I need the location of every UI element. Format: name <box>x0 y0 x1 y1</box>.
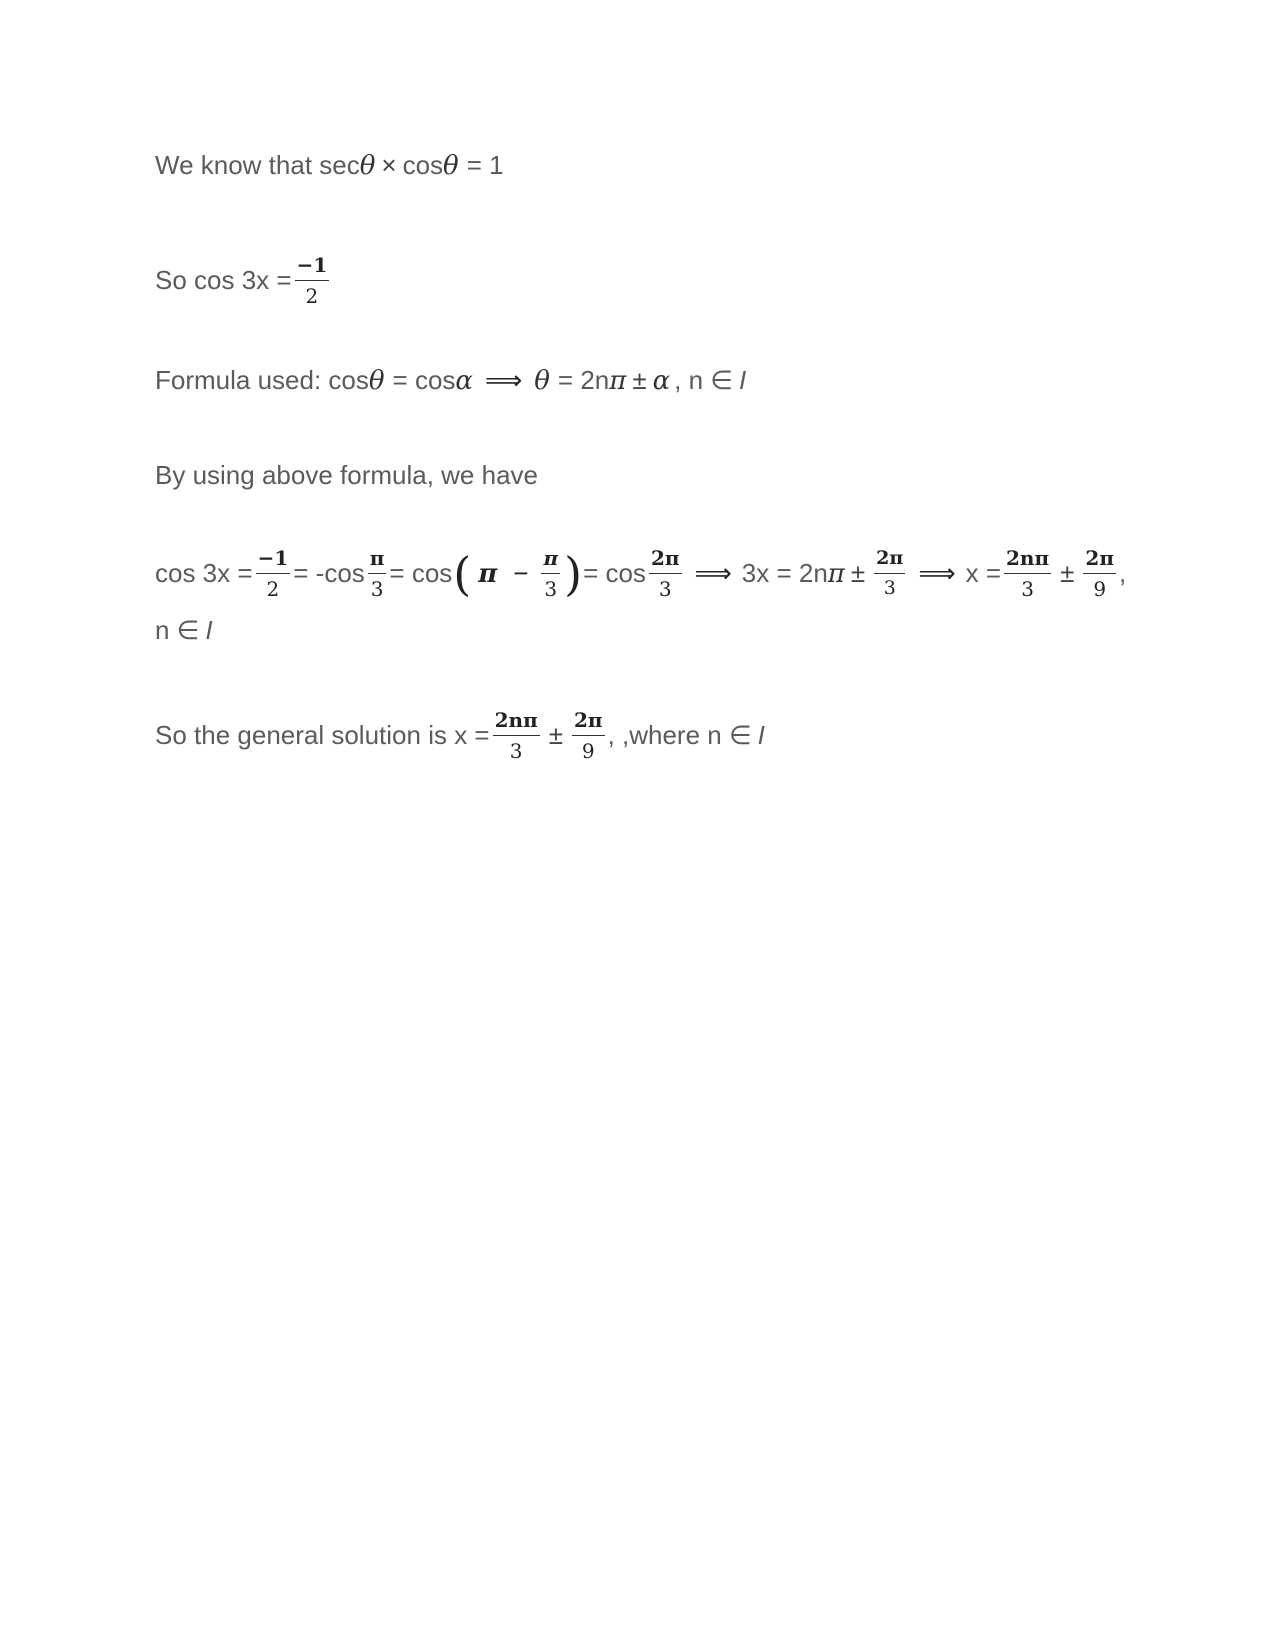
denominator: 3 <box>370 577 384 601</box>
text: 3x = 2n <box>741 558 828 588</box>
numerator: −1 <box>295 255 330 281</box>
denominator: 9 <box>1093 577 1107 601</box>
numerator: 2π <box>649 548 682 574</box>
alpha-symbol: α <box>652 365 671 396</box>
numerator: 2nπ <box>493 710 540 736</box>
text: Formula used: cos <box>155 365 369 395</box>
text: = 2n <box>557 365 610 395</box>
numerator: 2π <box>1083 548 1116 574</box>
text: x = <box>965 558 1002 588</box>
numerator: π <box>368 548 387 574</box>
statement-using-formula <box>155 460 538 491</box>
theta-symbol: θ <box>534 365 550 396</box>
text: = cos <box>392 365 456 395</box>
times-symbol: × <box>381 150 397 180</box>
fraction <box>493 710 540 761</box>
numerator: π <box>541 548 560 574</box>
implies-arrow: ⟹ <box>484 365 523 395</box>
minus-symbol: − <box>513 558 529 588</box>
denominator: 3 <box>544 577 558 601</box>
text: So the general solution is x = <box>155 720 490 750</box>
denominator: 3 <box>883 577 896 599</box>
fraction <box>1083 548 1116 599</box>
left-parenthesis: ( <box>453 546 472 601</box>
text: cos 3x = <box>155 558 253 588</box>
text: = cos <box>583 558 646 588</box>
numerator: −1 <box>256 548 291 574</box>
text: We know that sec <box>155 150 360 180</box>
pi-symbol: π <box>609 365 627 396</box>
text: , ,where n ∈ <box>607 720 752 750</box>
right-parenthesis: ) <box>564 546 583 601</box>
plus-minus-symbol: ± <box>632 365 647 395</box>
text: , <box>1118 558 1127 588</box>
implies-arrow: ⟹ <box>694 558 732 588</box>
numerator: 2π <box>874 549 905 574</box>
derivation-line-continued <box>155 615 213 646</box>
integer-set-symbol: I <box>757 720 765 750</box>
fraction <box>874 549 905 598</box>
text: = 1 <box>466 150 504 180</box>
denominator: 3 <box>658 577 672 601</box>
numerator: 2π <box>572 710 605 736</box>
text: , n ∈ <box>674 365 733 395</box>
formula-used <box>155 365 746 396</box>
denominator: 3 <box>509 739 523 763</box>
text: n ∈ <box>155 615 200 645</box>
general-solution <box>155 710 765 761</box>
fraction <box>1004 548 1051 599</box>
integer-set-symbol: I <box>738 365 747 395</box>
fraction <box>541 548 560 599</box>
theta-symbol: θ <box>359 150 376 181</box>
plus-minus-symbol: ± <box>850 558 866 588</box>
pi-symbol: π <box>478 558 498 589</box>
fraction <box>256 548 291 599</box>
alpha-symbol: α <box>455 365 473 396</box>
fraction <box>649 548 682 599</box>
plus-minus-symbol: ± <box>1060 558 1075 588</box>
text: = cos <box>389 558 453 588</box>
text: By using above formula, we have <box>155 460 538 490</box>
integer-set-symbol: I <box>205 615 213 645</box>
implies-arrow: ⟹ <box>918 558 956 588</box>
fraction <box>572 710 605 761</box>
theta-symbol: θ <box>368 365 385 396</box>
text: So cos 3x = <box>155 265 292 295</box>
text: cos <box>402 150 444 180</box>
fraction <box>368 548 387 599</box>
statement-sec-cos-identity <box>155 150 504 181</box>
theta-symbol: θ <box>443 150 459 181</box>
plus-minus-symbol: ± <box>548 720 563 750</box>
numerator: 2nπ <box>1004 548 1051 574</box>
denominator: 3 <box>1021 577 1034 601</box>
pi-symbol: π <box>827 558 845 589</box>
denominator: 9 <box>581 739 595 763</box>
fraction <box>295 255 330 306</box>
denominator: 2 <box>305 284 319 308</box>
text: = -cos <box>293 558 365 588</box>
statement-cos-3x <box>155 255 332 306</box>
derivation-line <box>155 548 1126 599</box>
denominator: 2 <box>266 577 280 601</box>
